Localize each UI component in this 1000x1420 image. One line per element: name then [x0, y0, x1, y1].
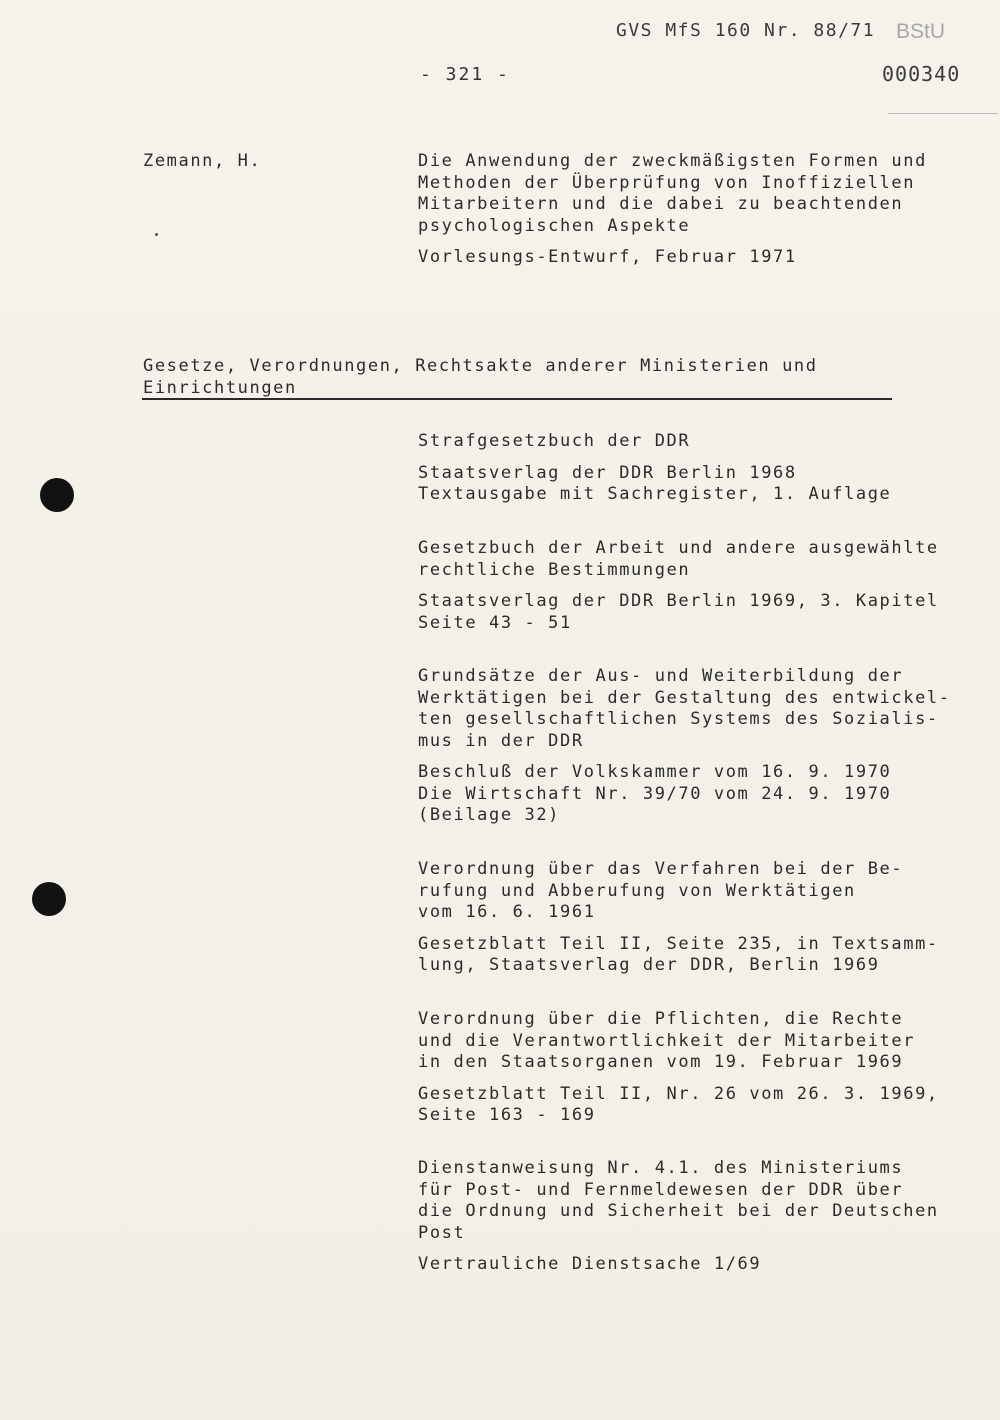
- entry-source-line: Die Wirtschaft Nr. 39/70 vom 24. 9. 1970: [418, 783, 892, 804]
- entry-source-line: Gesetzblatt Teil II, Seite 235, in Textsamm-: [418, 933, 939, 954]
- entry-title-line: Post: [418, 1222, 466, 1243]
- entry-title-line: Gesetzbuch der Arbeit und andere ausgewählte: [418, 538, 939, 558]
- punch-hole: [32, 882, 66, 916]
- entry-title-line: Strafgesetzbuch der DDR: [418, 431, 691, 451]
- bibliography-entry: [418, 1009, 939, 1127]
- entry-title-line: Dienstanweisung Nr. 4.1. des Ministeriums: [418, 1158, 904, 1178]
- author-name: Zemann, H.: [143, 151, 262, 171]
- stamp-number: 000340: [882, 62, 961, 86]
- entry-title-line: ten gesellschaftlichen Systems des Sozialis-: [418, 709, 939, 729]
- bstu-stamp: BStU: [896, 20, 946, 43]
- bibliography-entry: [418, 859, 939, 977]
- work-title-line: psychologischen Aspekte: [418, 215, 691, 236]
- stamp-underline: [888, 113, 998, 114]
- work-title-line: Die Anwendung der zweckmäßigsten Formen und: [418, 151, 927, 171]
- entry-source-line: Vertrauliche Dienstsache 1/69: [418, 1254, 762, 1274]
- entry-source-line: Textausgabe mit Sachregister, 1. Auflage: [418, 484, 892, 504]
- punch-hole: [40, 478, 74, 512]
- section-heading: [143, 356, 818, 399]
- page-number: - 321 -: [420, 64, 510, 85]
- entry-source-line: Seite 43 - 51: [418, 612, 572, 633]
- entry-title-line: für Post- und Fernmeldewesen der DDR über: [418, 1179, 904, 1200]
- entry-title-line: in den Staatsorganen vom 19. Februar 1969: [418, 1052, 904, 1072]
- entry-source-line: Gesetzblatt Teil II, Nr. 26 vom 26. 3. 1969,: [418, 1083, 939, 1104]
- entry-source-line: Seite 163 - 169: [418, 1105, 596, 1125]
- entry-source-line: lung, Staatsverlag der DDR, Berlin 1969: [418, 955, 880, 975]
- speck-mark: [155, 233, 158, 236]
- entry-title-line: vom 16. 6. 1961: [418, 902, 596, 922]
- entry-title-line: Verordnung über das Verfahren bei der Be-: [418, 859, 904, 879]
- bibliography-entry: [418, 431, 891, 506]
- archive-code: GVS MfS 160 Nr. 88/71: [616, 20, 876, 41]
- author-work: [418, 151, 927, 269]
- entry-title-line: rechtliche Bestimmungen: [418, 559, 691, 580]
- work-note: Vorlesungs-Entwurf, Februar 1971: [418, 247, 797, 267]
- entry-source-line: (Beilage 32): [418, 805, 561, 825]
- entry-source-line: Staatsverlag der DDR Berlin 1969, 3. Kapitel: [418, 591, 939, 611]
- entry-title-line: Grundsätze der Aus- und Weiterbildung der: [418, 666, 904, 686]
- bibliography-entry: [418, 1158, 939, 1276]
- section-heading-line: Einrichtungen: [143, 377, 297, 398]
- section-heading-line: Gesetze, Verordnungen, Rechtsakte anderer Ministerien und: [143, 356, 818, 376]
- entry-title-line: Werktätigen bei der Gestaltung des entwickel-: [418, 687, 951, 708]
- bibliography-entry: [418, 666, 951, 827]
- work-title-line: Methoden der Überprüfung von Inoffiziellen: [418, 172, 916, 193]
- entry-source-line: Staatsverlag der DDR Berlin 1968: [418, 462, 797, 483]
- entry-source-line: Beschluß der Volkskammer vom 16. 9. 1970: [418, 762, 892, 782]
- entry-title-line: und die Verantwortlichkeit der Mitarbeiter: [418, 1030, 916, 1051]
- entry-title-line: rufung und Abberufung von Werktätigen: [418, 880, 856, 901]
- entry-title-line: Verordnung über die Pflichten, die Rechte: [418, 1009, 904, 1029]
- section-underline: [142, 398, 892, 400]
- entry-title-line: mus in der DDR: [418, 730, 584, 751]
- bibliography-entry: [418, 538, 939, 634]
- work-title-line: Mitarbeitern und die dabei zu beachtenden: [418, 194, 904, 214]
- entry-title-line: die Ordnung und Sicherheit bei der Deutschen: [418, 1201, 939, 1221]
